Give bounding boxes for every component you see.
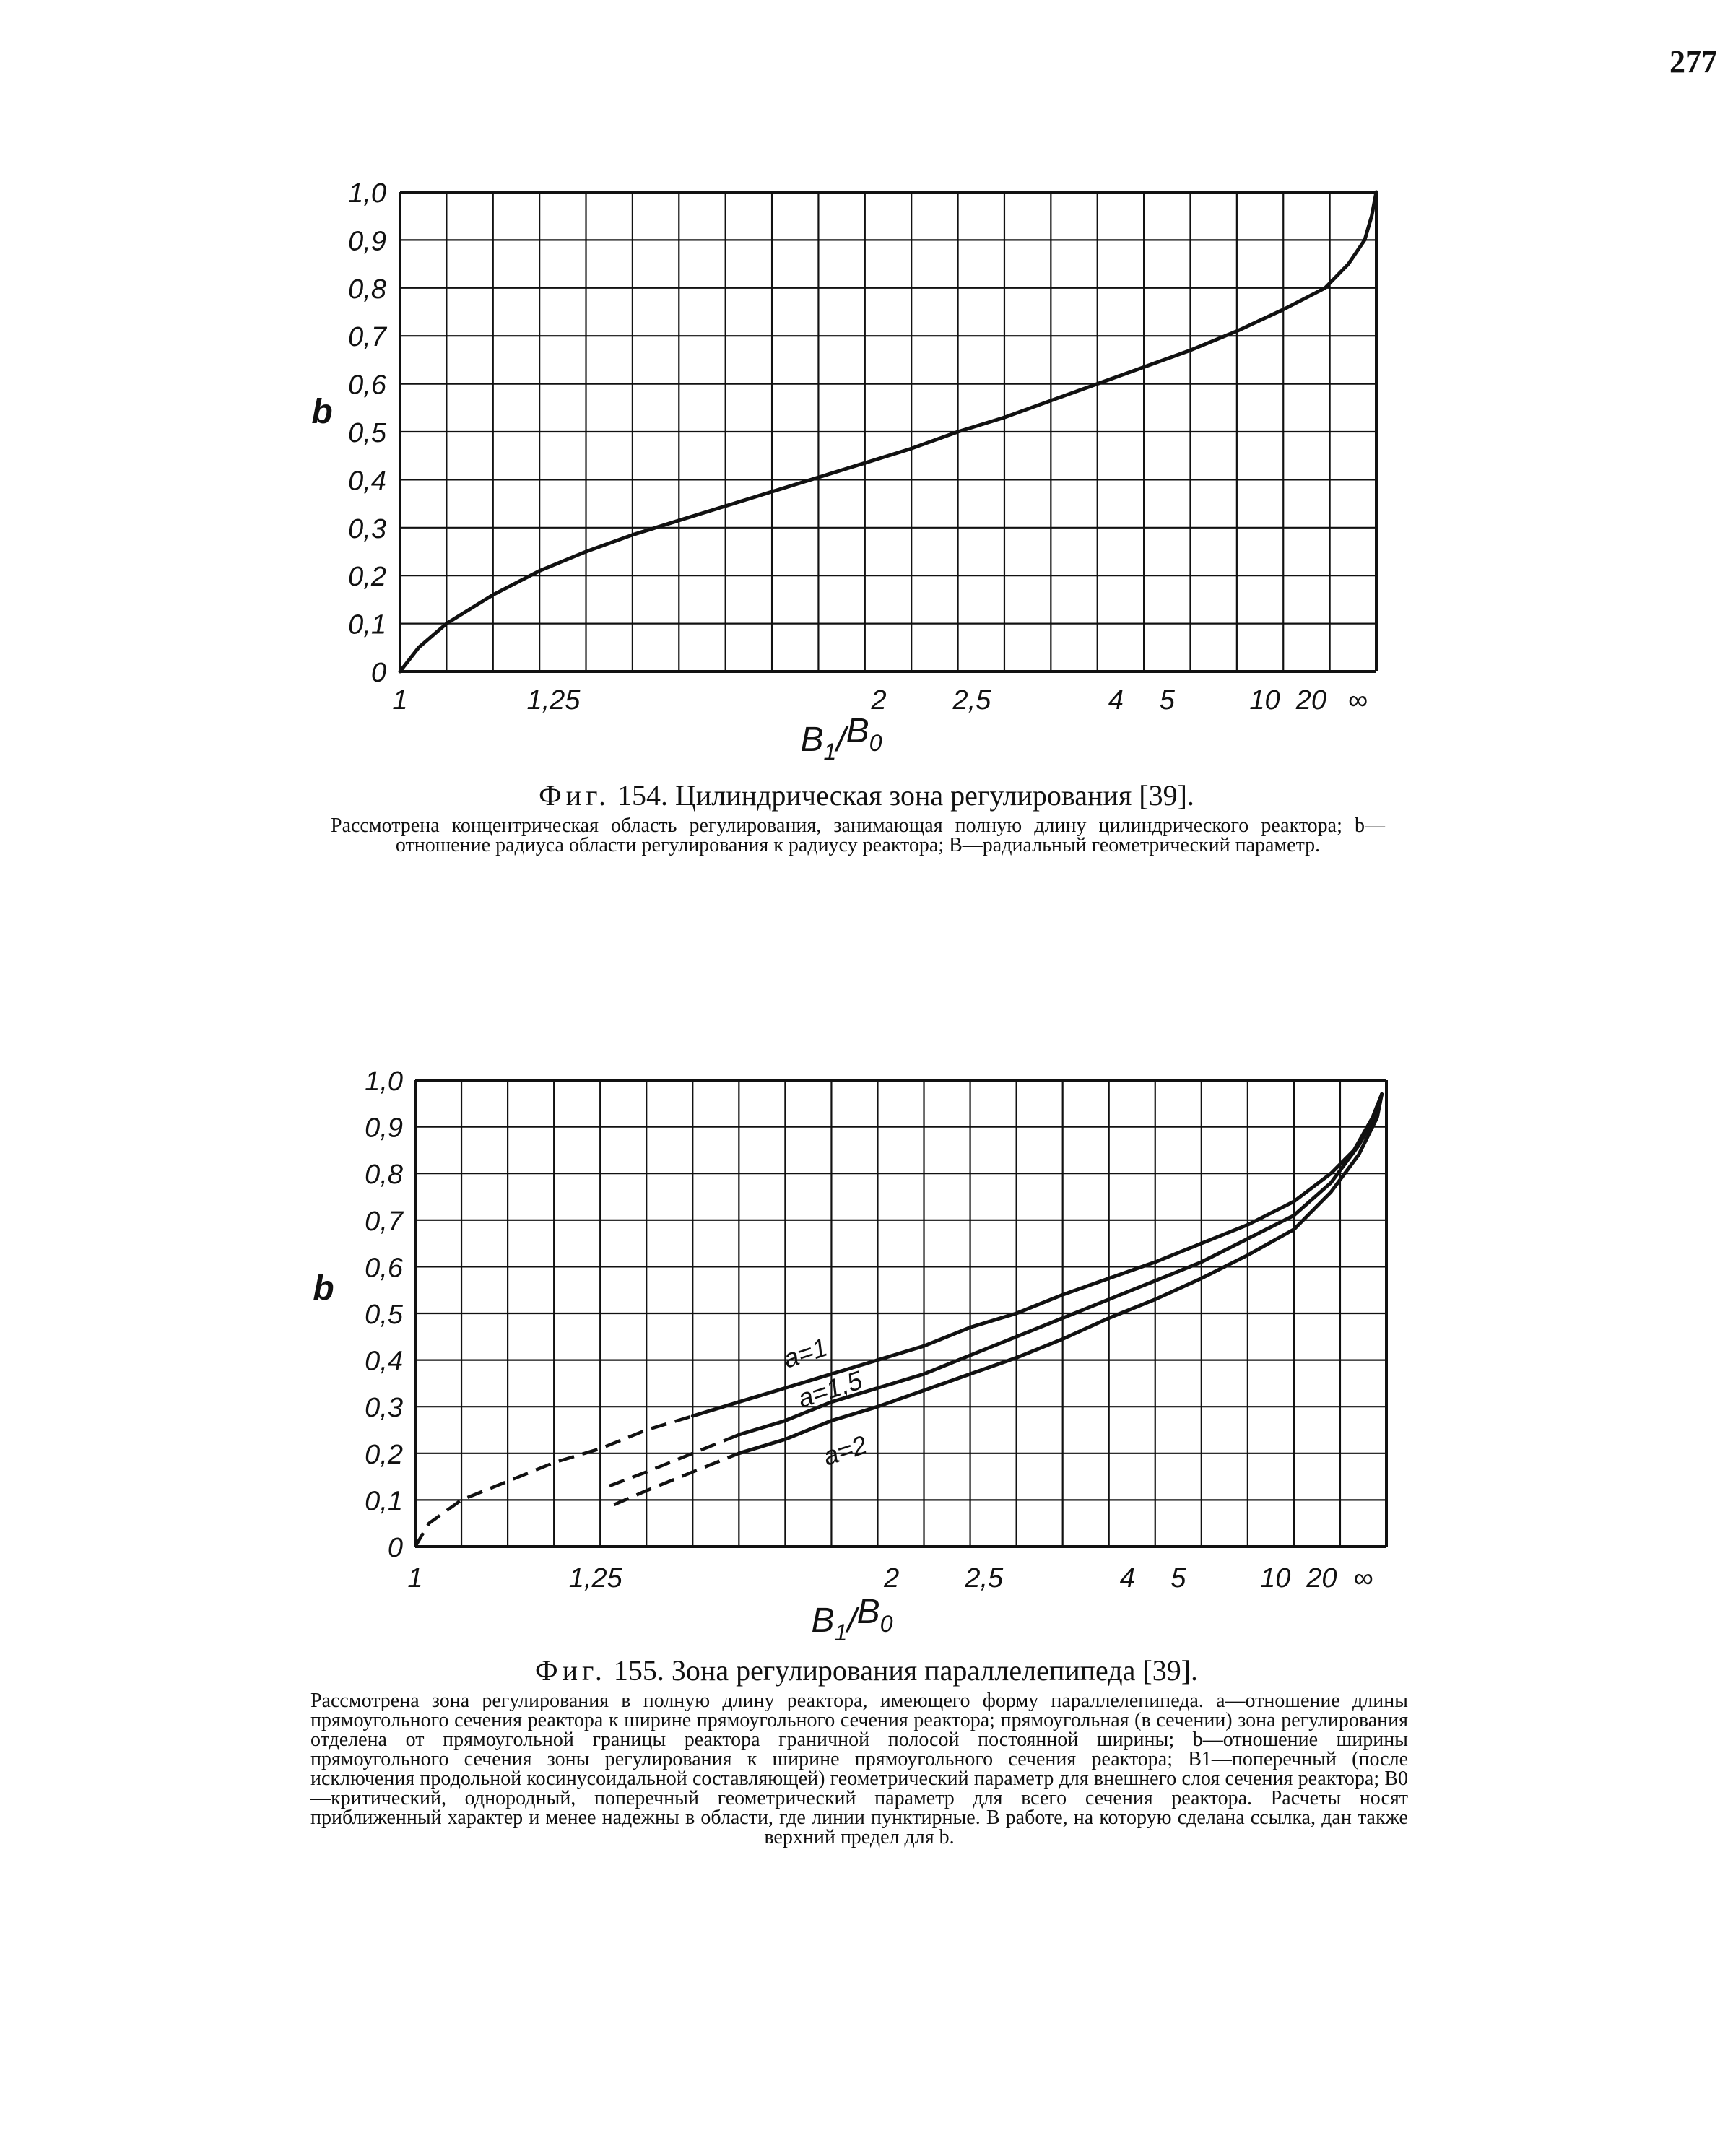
x-tick-label: 4 — [1108, 685, 1124, 716]
y-tick-label: 1,0 — [348, 178, 386, 209]
caption-body-fig154: Рассмотрена концентрическая область регулирования, занимающая полную длину цилиндрического реактора; b—отношение радиуса области регулирования к радиусу реактора; B—радиальный геометрический параметр. — [331, 814, 1385, 856]
x-tick-label: 1,25 — [526, 685, 581, 716]
x-axis-title-part: 0 — [869, 730, 882, 756]
y-tick-label: 0,1 — [365, 1486, 403, 1517]
x-tick-label: 1 — [407, 1563, 423, 1594]
series-label: a=2 — [819, 1429, 871, 1472]
series-dashed-line-2 — [614, 1453, 739, 1505]
y-tick-label: 0,7 — [365, 1206, 403, 1237]
x-axis-title-part: 1 — [834, 1620, 848, 1646]
caption-prefix: Фиг. — [534, 1654, 607, 1687]
x-tick-label: 2 — [884, 1563, 900, 1594]
caption-prefix: Фиг. — [539, 779, 610, 812]
y-tick-label: 0,9 — [365, 1113, 403, 1144]
y-tick-label: 1,0 — [365, 1066, 403, 1097]
series-label: a=1,5 — [794, 1365, 866, 1414]
y-axis-title: b — [311, 393, 333, 431]
x-axis-title-part: B — [800, 721, 824, 759]
y-tick-label: 0,4 — [365, 1346, 403, 1377]
y-tick-label: 0,8 — [365, 1160, 403, 1191]
x-tick-label: 4 — [1119, 1563, 1135, 1594]
y-tick-label: 0,7 — [348, 322, 386, 353]
caption-title-fig154 — [0, 778, 1733, 812]
y-tick-label: 0,3 — [365, 1393, 403, 1424]
x-tick-label: 1,25 — [568, 1563, 622, 1594]
y-tick-label: 0,5 — [348, 418, 386, 448]
y-tick-label: 0,6 — [365, 1253, 403, 1284]
x-tick-label: 2,5 — [965, 1563, 1004, 1594]
x-tick-label: 2 — [871, 685, 887, 716]
x-tick-label: 1 — [392, 685, 408, 716]
x-axis-title-part: B — [811, 1601, 835, 1640]
x-axis-title-part: 1 — [823, 739, 837, 765]
x-axis-title-part: / — [847, 1601, 857, 1640]
caption-title-text: 154. Цилиндрическая зона регулирования [39]. — [617, 779, 1194, 812]
x-tick-label: 10 — [1260, 1563, 1291, 1594]
x-tick-label: 5 — [1170, 1563, 1186, 1594]
series-label: a=1 — [779, 1331, 831, 1374]
page-number: 277 — [1669, 44, 1717, 79]
chart-fig155 — [0, 939, 1733, 1661]
y-tick-label: 0,8 — [348, 274, 386, 305]
caption-body-fig155: Рассмотрена зона регулирования в полную длину реактора, имеющего форму параллелепипеда. a—отношение длины прямоугольного сечения реактора к ширине прямоугольного сечения реактора; прямоугольная (в сечении) зона регулирования отделена от прямоугольной границы реактора граничной полосой постоянной ширины; b—отношение ширины прямоугольного сечения зоны регулирования к ширине прямоугольного сечения реактора; B1—поперечный (после исключения продольной косинусоидальной составляющей) геометрический параметр для внешнего слоя сечения реактора; B0—критический, однородный, поперечный геометрический параметр для всего сечения реактора. Расчеты носят приближенный характер и менее надежны в области, где линии пунктирные. В работе, на которую сделана ссылка, дан также верхний предел для b. — [310, 1690, 1408, 1848]
caption-title-fig155 — [0, 1653, 1733, 1687]
y-tick-label: 0,4 — [348, 466, 386, 497]
x-tick-label: ∞ — [1347, 685, 1368, 716]
x-tick-label: ∞ — [1353, 1563, 1373, 1594]
y-tick-label: 0,6 — [348, 370, 386, 401]
y-tick-label: 0 — [387, 1533, 403, 1563]
y-tick-label: 0,3 — [348, 513, 386, 544]
x-tick-label: 20 — [1306, 1563, 1337, 1594]
y-tick-label: 0,1 — [348, 609, 386, 640]
x-axis-title — [812, 1593, 893, 1646]
y-tick-label: 0,2 — [365, 1439, 403, 1470]
y-tick-label: 0,2 — [348, 562, 386, 593]
y-tick-label: 0,5 — [365, 1300, 403, 1330]
x-axis-title — [801, 712, 882, 765]
x-axis-title-part: / — [836, 721, 846, 759]
y-axis-title: b — [313, 1269, 334, 1308]
x-axis-title-part: B — [846, 712, 869, 750]
x-tick-label: 5 — [1159, 685, 1175, 716]
series-dashed-line-1 — [609, 1435, 739, 1486]
x-tick-label: 10 — [1249, 685, 1280, 716]
y-tick-label: 0,9 — [348, 226, 386, 257]
x-tick-label: 20 — [1295, 685, 1327, 716]
x-tick-label: 2,5 — [952, 685, 991, 716]
caption-title-text: 155. Зона регулирования параллелепипеда [39]. — [613, 1654, 1199, 1687]
x-axis-title-part: B — [856, 1593, 880, 1631]
y-tick-label: 0 — [370, 658, 386, 688]
x-axis-title-part: 0 — [879, 1611, 893, 1637]
